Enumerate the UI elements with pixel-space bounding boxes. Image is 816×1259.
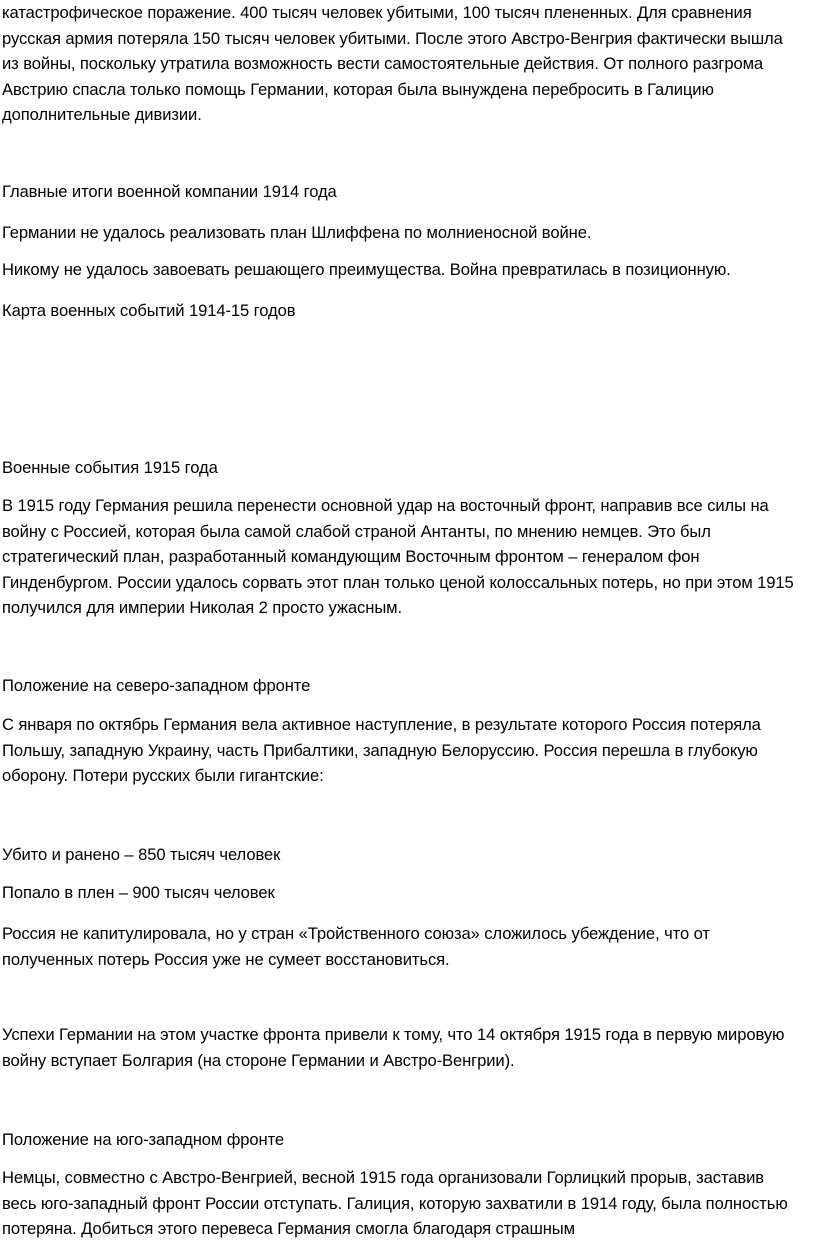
heading-events-1915: Военные события 1915 года <box>2 458 218 477</box>
paragraph-austria-defeat: катастрофическое поражение. 400 тысяч человек убитыми, 100 тысяч плененных. Для сравнения русская армия потеряла 150 тысяч человек убитыми. После этого Австро-Венгрия фактически вышла из войны, поскольку утратила возможность вести самостоятельные действия. От полного разгрома Австрию спасла только помощь Германии, которая была вынуждена перебросить в Галицию дополнительные дивизии. <box>2 3 783 125</box>
paragraph-1915-eastern-front: В 1915 году Германия решила перенести основной удар на восточный фронт, направив все силы на войну с Россией, которая была самой слабой страной Антанты, по мнению немцев. Это был стратегический план, разработанный командующим Восточным фронтом – генералом фон Гинденбургом. России удалось сорвать этот план только ценой колоссальных потерь, но при этом 1915 получился для империи Николая 2 просто ужасным. <box>2 496 794 618</box>
paragraph-russia-not-capitulate: Россия не капитулировала, но у стран «Тройственного союза» сложилось убеждение, что от полученных потерь Россия уже не сумеет восстановиться. <box>2 924 710 969</box>
paragraph-gorlice-breakthrough: Немцы, совместно с Австро-Венгрией, весной 1915 года организовали Горлицкий прорыв, заставив весь юго-западный фронт России отступать. Галиция, которую захватили в 1914 году, была полностью потеряна. Добиться этого перевеса Германия смогла благодаря страшным <box>2 1168 788 1239</box>
heading-northwest-front: Положение на северо-западном фронте <box>2 676 311 695</box>
paragraph-bulgaria-enters: Успехи Германии на этом участке фронта привели к тому, что 14 октября 1915 года в первую мировую войну вступает Болгария (на стороне Германии и Австро-Венгрии). <box>2 1025 785 1070</box>
list-item-captured: Попало в плен – 900 тысяч человек <box>2 883 275 902</box>
heading-southwest-front: Положение на юго-западном фронте <box>2 1130 285 1149</box>
heading-results-1914: Главные итоги военной компании 1914 года <box>2 182 337 201</box>
paragraph-german-offensive: С января по октябрь Германия вела активное наступление, в результате которого Россия потеряла Польшу, западную Украину, часть Прибалтики, западную Белоруссию. Россия перешла в глубокую оборону. Потери русских были гигантские: <box>2 715 761 786</box>
paragraph-schlieffen-plan: Германии не удалось реализовать план Шлиффена по молниеносной войне. <box>2 223 592 242</box>
list-item-killed-wounded: Убито и ранено – 850 тысяч человек <box>2 845 281 864</box>
paragraph-positional-war: Никому не удалось завоевать решающего преимущества. Война превратилась в позиционную. <box>2 260 731 279</box>
heading-map-1914-15: Карта военных событий 1914-15 годов <box>2 301 296 320</box>
